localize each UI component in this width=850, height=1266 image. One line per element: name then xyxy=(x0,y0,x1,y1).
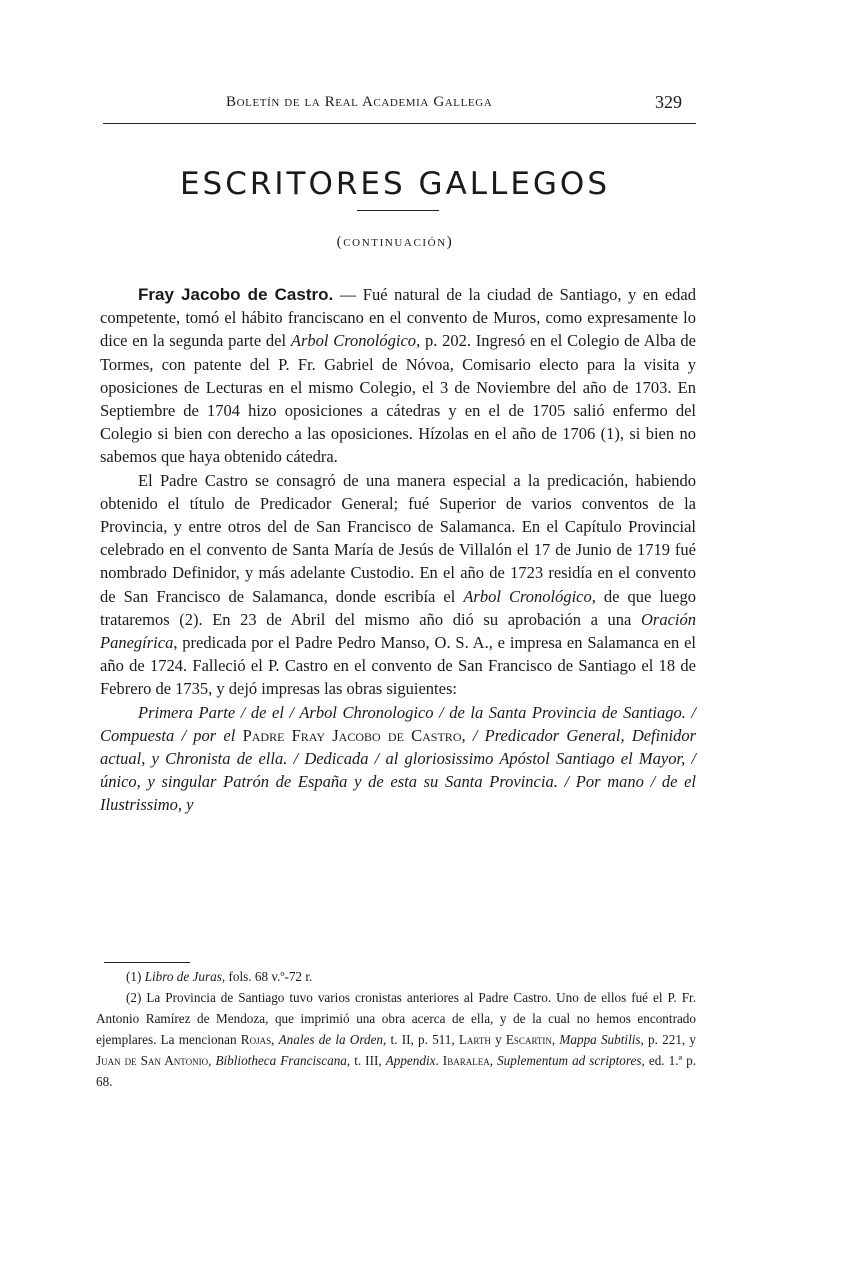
footnote-1 xyxy=(96,966,696,987)
paragraph-2-text-c: , predicada por el Padre Pedro Manso, O. S. A., e impresa en Salamanca en el año de 1724. Falleció el P. Castro en el convento de San Francisco de Santiago el 18 de Febrero de 1735, y dejó impresas las obras siguientes: xyxy=(100,633,696,699)
footnote-2-text: . xyxy=(435,1053,443,1068)
paragraph-1-text-a: — Fué natural de la ciudad de Santiago, y en edad competente, tomó el hábito franciscano en el convento de Muros, como expresamente lo dice en la segunda parte del xyxy=(100,285,696,351)
footnote-2-text: (2) La Provincia de Santiago tuvo varios cronistas anteriores al Padre Castro. Uno de ellos fué el P. Fr. Antonio Ramírez de Mendoza, que imprimió una obra acerca de ella, y de la cual no hemos encontrado ejemplares. La mencionan xyxy=(96,990,696,1047)
footnote-2-text: , xyxy=(489,1053,498,1068)
work-title-italic: Arbol Cronológico xyxy=(463,586,592,606)
footnote-2-text: , ed. 1.ª p. 68. xyxy=(96,1053,697,1089)
footnote-2-text: , t. III, xyxy=(346,1053,386,1068)
footnote-2-title: Anales de la Orden xyxy=(278,1032,384,1047)
footnote-2-title: Mappa Subtilis xyxy=(559,1032,641,1047)
header-rule xyxy=(103,123,696,124)
footnote-2-author: Ibaralea xyxy=(442,1053,490,1068)
paragraph-3 xyxy=(100,701,696,817)
author-name: Fray Jacobo de Castro. xyxy=(138,285,334,304)
footnote-2-text: , xyxy=(208,1053,216,1068)
paragraph-2-text-a: El Padre Castro se consagró de una manera especial a la predicación, habiendo obtenido el título de Predicador General; fué Superior de varios conventos de la Provincia, y entre otros del de San Francisco de Salamanca. En el Capítulo Provincial celebrado en el convento de Santa María de Jesús de Villalón el 17 de Junio de 1719 fué nombrado Definidor, y más adelante Custodio. En el año de 1723 residía en el convento de San Francisco de Salamanca, donde escribía el xyxy=(100,470,696,606)
footnote-1-title: Libro de Juras xyxy=(144,969,222,984)
article-title: ESCRITORES GALLEGOS xyxy=(179,166,611,202)
work-title-italic: Oración Panegírica xyxy=(100,609,696,653)
title-rule xyxy=(357,210,439,211)
footnote-2-text: , xyxy=(551,1032,560,1047)
footnote-2-text: , p. 221, y xyxy=(640,1032,697,1047)
footnote-2-title: Bibliotheca Franciscana xyxy=(215,1053,347,1068)
footnote-1-text: , fols. 68 v.º-72 r. xyxy=(221,969,313,984)
footnote-2-title: Appendix xyxy=(385,1053,436,1068)
footnote-2-author: Escartin xyxy=(505,1032,552,1047)
footnote-2 xyxy=(96,987,696,1092)
author-small-caps: Padre Fray Jacobo de Castro xyxy=(242,725,462,745)
footnote-2-text: , xyxy=(271,1032,279,1047)
footnote-2-author: Juan de San Antonio xyxy=(96,1053,209,1068)
body-text xyxy=(100,283,696,817)
paragraph-2 xyxy=(100,469,696,701)
running-head xyxy=(103,90,696,120)
footnote-1-marker: (1) xyxy=(126,969,145,984)
footnote-2-author: Rojas xyxy=(240,1032,272,1047)
paragraph-1-text-b: , p. 202. Ingresó en el Colegio de Alba de Tormes, con patente del P. Fr. Gabriel de Nóvoa, Comisario electo para la visita y oposiciones de Lecturas en el mismo Colegio, el 3 de Noviembre del año de 1703. En Septiembre de 1704 hizo oposiciones a cátedras y en el de 1705 salió enfermo del Colegio si bien con derecho a las oposiciones. Hízolas en el año de 1706 (1), si bien no sabemos que haya obtenido cátedra. xyxy=(100,331,697,467)
work-title-italic: Arbol Cronológico xyxy=(290,331,417,351)
paragraph-1 xyxy=(100,283,696,469)
footnote-rule xyxy=(104,962,190,963)
continuation-label: (continuación) xyxy=(336,234,454,250)
bibliographic-title-a: Primera Parte / de el / Arbol Chronologico / de la Santa Provincia de Santiago. / Compuesta / por el xyxy=(100,702,696,745)
footnote-2-title: Suplementum ad scriptores xyxy=(497,1053,642,1068)
footnote-2-text: y xyxy=(490,1032,506,1047)
running-title: Boletín de la Real Academia Gallega xyxy=(226,94,493,110)
bibliographic-title-b: , / Predicador General, Definidor actual, y Chronista de ella. / Dedicada / al gloriosissimo Apóstol Santiago el Mayor, / único, y singular Patrón de España y de esta su Santa Provincia. / Por mano / de el Ilustrissimo, y xyxy=(100,725,696,815)
footnote-2-author: Larth xyxy=(458,1032,491,1047)
footnotes xyxy=(96,966,696,1092)
paragraph-2-text-b: , de que luego trataremos (2). En 23 de Abril del mismo año dió su aprobación a una xyxy=(100,586,697,629)
page-number: 329 xyxy=(655,92,682,112)
footnote-2-text: , t. II, p. 511, xyxy=(383,1032,459,1047)
